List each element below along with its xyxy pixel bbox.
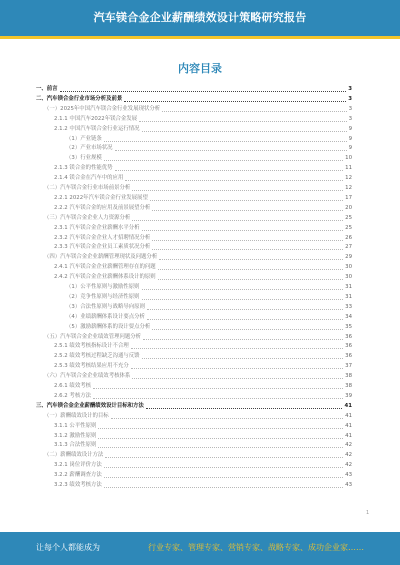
- toc-entry-page: 9: [348, 125, 352, 132]
- toc-entry-page: 36: [345, 343, 352, 350]
- toc-entry-title: （1）公平性原则与激励性原则: [66, 284, 140, 290]
- toc-entry[interactable]: [36, 225, 352, 232]
- toc-entry-page: 36: [345, 353, 352, 360]
- toc-dot-leader: [159, 259, 343, 260]
- toc-entry-title: 3.1.1 公平性原则: [54, 422, 97, 429]
- toc-entry-title: 2.1.1 中国汽车2022年镁合金发展: [54, 115, 138, 122]
- toc-entry-title: 3.2.3 绩效考核方法: [54, 482, 102, 488]
- toc-dot-leader: [152, 210, 343, 211]
- toc-entry-page: 42: [345, 442, 352, 449]
- report-title: 汽车镁合金企业薪酬绩效设计策略研究报告: [93, 11, 307, 24]
- toc-entry-title: 一、前言: [36, 86, 58, 92]
- toc-entry[interactable]: [36, 155, 352, 162]
- toc-entry-title: 2.3.3 汽车镁合金企业员工素质状况分析: [54, 244, 151, 251]
- toc-entry-page: 10: [345, 155, 352, 162]
- toc-entry[interactable]: [36, 185, 352, 192]
- toc-dot-leader: [139, 121, 347, 122]
- toc-entry[interactable]: [36, 413, 352, 420]
- toc-entry-title: 2.2.1 2022年汽车镁合金行业发展展望: [54, 194, 148, 201]
- toc-entry-title: （一）薪酬绩效设计的目标: [44, 412, 109, 419]
- toc-entry-page: 31: [345, 293, 352, 300]
- toc-dot-leader: [60, 91, 346, 92]
- toc-entry-page: 12: [345, 185, 352, 191]
- toc-dot-leader: [98, 428, 343, 429]
- toc-entry-title: （四）汽车镁合金企业薪酬管理现状及问题分析: [44, 254, 158, 261]
- toc-entry-page: 3: [348, 115, 352, 122]
- toc-entry-page: 42: [345, 452, 352, 459]
- toc-entry-page: 41: [344, 402, 352, 409]
- toc-entry[interactable]: [36, 205, 352, 212]
- toc-entry-title: 2.5.2 绩效考核过程缺乏沟通与反馈: [54, 353, 140, 360]
- toc-dot-leader: [93, 398, 343, 399]
- toc-entry-page: 35: [345, 323, 352, 330]
- toc-entry-page: 34: [345, 313, 352, 320]
- footer-slogan: 让每个人都能成为: [36, 543, 100, 552]
- toc-dot-leader: [142, 358, 343, 359]
- toc-entry-title: 2.4.2 汽车镁合金企业薪酬体系设计的原则: [54, 274, 156, 281]
- toc-dot-leader: [125, 180, 343, 181]
- toc-entry-title: （4）业绩薪酬体系设计要点分析: [66, 313, 145, 320]
- toc-entry-page: 41: [345, 422, 352, 429]
- toc-entry-page: 42: [345, 462, 352, 469]
- toc-entry-page: 25: [345, 224, 352, 231]
- toc-entry-page: 43: [345, 482, 352, 488]
- toc-entry-title: 2.4.1 汽车镁合金企业薪酬管理存在的问题: [54, 264, 156, 271]
- toc-entry[interactable]: [36, 373, 352, 380]
- toc-entry-title: （三）汽车镁合金企业人力资源分析: [44, 214, 131, 221]
- toc-entry[interactable]: [36, 254, 352, 261]
- toc-entry-page: 3: [348, 95, 352, 102]
- toc-entry-title: （3）行业规模: [66, 155, 102, 162]
- toc-entry-page: 43: [345, 472, 352, 479]
- toc-entry[interactable]: [36, 343, 352, 350]
- toc-entry-page: 38: [345, 383, 352, 389]
- toc-entry-title: 3.1.2 激励性原则: [54, 432, 97, 439]
- toc-entry-title: 3.2.2 薪酬调查方法: [54, 472, 102, 479]
- toc-entry-title: 2.1.3 镁合金的性能优势: [54, 165, 113, 172]
- toc-dot-leader: [98, 447, 343, 448]
- toc-entry-title: 2.3.1 汽车镁合金企业薪酬水平分析: [54, 224, 140, 231]
- toc-entry-page: 17: [345, 194, 352, 201]
- toc-entry[interactable]: [36, 96, 352, 103]
- toc-entry-title: （二）薪酬绩效设计方法: [44, 452, 104, 459]
- toc-entry-page: 39: [345, 392, 352, 399]
- toc-dot-leader: [115, 170, 343, 171]
- toc-entry-title: 三、汽车镁合金企业薪酬绩效设计目标和方法: [36, 402, 144, 409]
- toc-entry-page: 36: [345, 333, 352, 340]
- toc-entry-page: 9: [348, 145, 352, 152]
- toc-entry-title: （3）合法性原则与战略导向原则: [66, 303, 145, 310]
- toc-dot-leader: [131, 368, 343, 369]
- toc-entry[interactable]: [36, 136, 352, 143]
- toc-entry-page: 26: [345, 234, 352, 241]
- toc-entry-page: 25: [345, 214, 352, 221]
- toc-entry-page: 29: [345, 254, 352, 261]
- toc-dot-leader: [132, 378, 343, 379]
- toc-entry[interactable]: [36, 304, 352, 311]
- toc-entry-page: 41: [345, 412, 352, 419]
- toc-dot-leader: [143, 339, 343, 340]
- toc-entry-title: 2.1.2 中国汽车镁合金行业运行情况: [54, 125, 140, 132]
- toc-entry-page: 37: [345, 363, 352, 370]
- toc-entry-title: 2.6.1 绩效考核: [54, 383, 91, 389]
- report-header: [0, 0, 400, 36]
- toc-entry-page: 38: [345, 373, 352, 380]
- toc-dot-leader: [158, 269, 343, 270]
- toc-entry-page: 30: [345, 274, 352, 281]
- toc-dot-leader: [93, 388, 343, 389]
- toc-entry[interactable]: [36, 175, 352, 182]
- toc-dot-leader: [111, 418, 343, 419]
- toc-entry[interactable]: [36, 482, 352, 489]
- header-divider: [0, 36, 400, 39]
- toc-entry-title: （2）产业市场状况: [66, 145, 113, 152]
- toc-entry[interactable]: [36, 235, 352, 242]
- toc-entry-title: 2.3.2 汽车镁合金企业人才招聘情况分析: [54, 234, 151, 241]
- toc-dot-leader: [98, 438, 343, 439]
- toc-entry[interactable]: [36, 403, 352, 410]
- toc-entry-title: （五）汽车镁合金企业绩效管理问题分析: [44, 333, 142, 340]
- toc-entry[interactable]: [36, 126, 352, 133]
- toc-entry[interactable]: [36, 442, 352, 449]
- toc-entry-title: （六）汽车镁合金企业绩效考核体系: [44, 373, 131, 380]
- toc-dot-leader: [142, 289, 343, 290]
- toc-entry-title: 3.2.1 岗位评价方法: [54, 462, 102, 469]
- toc-entry-title: 3.1.3 合法性原则: [54, 442, 97, 449]
- toc-entry-title: （二）汽车镁合金行业市场前景分析: [44, 185, 131, 191]
- toc-dot-leader: [124, 101, 346, 102]
- toc-entry-title: （2）竞争性原则与经济性原则: [66, 293, 140, 300]
- toc-entry[interactable]: [36, 472, 352, 479]
- toc-entry[interactable]: [36, 462, 352, 469]
- toc-entry[interactable]: [36, 145, 352, 152]
- toc-entry-page: 20: [345, 204, 352, 211]
- toc-entry[interactable]: [36, 284, 352, 291]
- footer-banner: [0, 532, 400, 565]
- toc-dot-leader: [152, 240, 343, 241]
- toc-entry[interactable]: [36, 324, 352, 331]
- toc-entry-page: 27: [345, 244, 352, 251]
- toc-dot-leader: [132, 190, 343, 191]
- toc-entry-page: 12: [345, 175, 352, 182]
- toc-dot-leader: [152, 249, 343, 250]
- toc-dot-leader: [142, 299, 343, 300]
- toc-entry-title: （1）产业链条: [66, 135, 102, 142]
- toc-entry-page: 31: [345, 284, 352, 290]
- toc-entry[interactable]: [36, 274, 352, 281]
- toc-entry[interactable]: [36, 244, 352, 251]
- toc-entry[interactable]: [36, 215, 352, 222]
- toc-dot-leader: [158, 279, 343, 280]
- toc-dot-leader: [147, 309, 343, 310]
- toc-dot-leader: [104, 487, 343, 488]
- toc-entry[interactable]: [36, 264, 352, 271]
- toc-dot-leader: [142, 131, 347, 132]
- toc-entry[interactable]: [36, 314, 352, 321]
- toc-entry[interactable]: [36, 452, 352, 459]
- page-marker: 1: [366, 510, 370, 516]
- toc-dot-leader: [162, 111, 347, 112]
- toc-entry[interactable]: [36, 195, 352, 202]
- toc-dot-leader: [152, 329, 343, 330]
- toc-dot-leader: [146, 408, 342, 409]
- toc-entry-page: 9: [348, 135, 352, 142]
- toc-entry-title: 2.1.4 镁合金在汽车中的应用: [54, 175, 124, 182]
- toc-entry[interactable]: [36, 165, 352, 172]
- toc-entry[interactable]: [36, 86, 352, 93]
- toc-entry[interactable]: [36, 393, 352, 400]
- toc-dot-leader: [104, 160, 343, 161]
- toc-entry-page: 30: [345, 264, 352, 271]
- toc-entry[interactable]: [36, 294, 352, 301]
- toc-dot-leader: [131, 348, 343, 349]
- toc-entry[interactable]: [36, 423, 352, 430]
- toc-dot-leader: [150, 200, 343, 201]
- toc-entry-title: 2.6.2 考核方法: [54, 392, 91, 399]
- toc-entry[interactable]: [36, 334, 352, 341]
- toc-dot-leader: [142, 230, 343, 231]
- toc-entry-title: （5）激励薪酬体系的设计要点分析: [66, 323, 151, 330]
- footer-tagline: 行业专家、管理专家、营销专家、战略专家、成功企业家……: [148, 543, 364, 552]
- toc-dot-leader: [115, 150, 347, 151]
- toc-entry-page: 33: [345, 303, 352, 310]
- toc-entry[interactable]: [36, 433, 352, 440]
- toc-title: 内容目录: [178, 62, 222, 75]
- toc-entry-page: 3: [348, 105, 352, 112]
- toc-entry-page: 41: [345, 432, 352, 439]
- toc-dot-leader: [104, 467, 343, 468]
- toc-entry[interactable]: [36, 106, 352, 113]
- toc-dot-leader: [104, 141, 347, 142]
- toc-entry-page: 3: [348, 86, 352, 92]
- toc-entry-title: 2.2.2 汽车镁合金的应用及前景展望分析: [54, 204, 151, 211]
- toc-entry-page: 11: [345, 165, 352, 172]
- toc-dot-leader: [147, 319, 343, 320]
- toc-dot-leader: [104, 477, 343, 478]
- toc-entry-title: 二、汽车镁合金行业市场分析及前景: [36, 95, 123, 102]
- toc-dot-leader: [132, 220, 343, 221]
- table-of-contents: [36, 86, 352, 501]
- toc-entry[interactable]: [36, 353, 352, 360]
- toc-entry-title: 2.5.3 绩效考核结果应用不充分: [54, 363, 129, 370]
- toc-entry[interactable]: [36, 363, 352, 370]
- toc-entry-title: 2.5.1 绩效考核指标设计不合理: [54, 343, 129, 350]
- toc-dot-leader: [105, 457, 343, 458]
- toc-entry[interactable]: [36, 383, 352, 390]
- toc-entry[interactable]: [36, 116, 352, 123]
- toc-entry-title: （一）2025年中国汽车镁合金行业发展现状分析: [44, 105, 161, 112]
